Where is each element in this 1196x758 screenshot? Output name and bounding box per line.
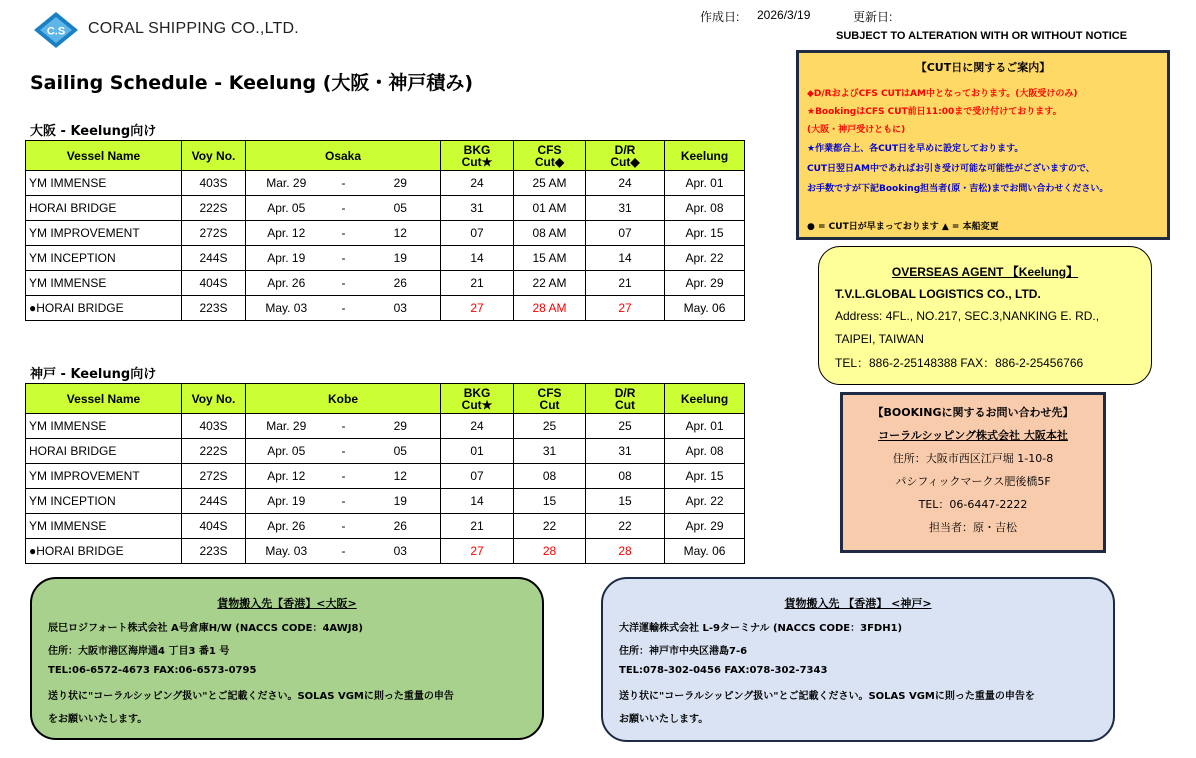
bkg-cut-label: Cut★ — [461, 397, 493, 412]
cargo-osaka-line: をお願いいたします。 — [48, 714, 148, 725]
cut-info-line: ★作業都合上、各CUT日を早めに設定しております。 — [807, 144, 1024, 154]
cell-port-to-date: 03 — [361, 296, 441, 321]
cell-port-from-date: Mar. 29 — [246, 171, 327, 196]
booking-contact-box — [840, 392, 1106, 553]
table-row — [26, 539, 745, 564]
bkg-label: BKG — [463, 385, 491, 400]
cell-bkg-cut: 07 — [441, 464, 514, 489]
cell-port-from-date: Apr. 19 — [246, 246, 327, 271]
table-row — [26, 221, 745, 246]
table-header-row — [26, 141, 745, 171]
cell-keelung-arrival: May. 06 — [665, 296, 745, 321]
cell-voy-no: 404S — [182, 514, 246, 539]
cell-dr-cut: 31 — [586, 196, 665, 221]
col-keelung: Keelung — [665, 384, 745, 414]
cut-info-title: 【CUT日に関するご案内】 — [915, 61, 1051, 74]
cargo-kobe-line: 大洋運輸株式会社 L-9ターミナル (NACCS CODE：3FDH1) — [619, 623, 903, 634]
cell-vessel-name: YM IMMENSE — [26, 271, 182, 296]
col-port-osaka: Osaka — [246, 141, 441, 171]
osaka-schedule-table — [25, 140, 745, 321]
cell-dr-cut: 08 — [586, 464, 665, 489]
cut-legend: ● = CUT日が早まっております ▲ = 本船変更 — [807, 222, 999, 232]
cell-vessel-name: YM IMMENSE — [26, 171, 182, 196]
col-cfs-cut — [514, 384, 586, 414]
cell-keelung-arrival: Apr. 29 — [665, 514, 745, 539]
cell-vessel-name: ●HORAI BRIDGE — [26, 296, 182, 321]
cell-keelung-arrival: Apr. 01 — [665, 414, 745, 439]
cargo-osaka-line: 住所：大阪市港区海岸通4 丁目3 番1 号 — [48, 646, 230, 657]
created-date: 2026/3/19 — [757, 8, 811, 22]
cfs-label: CFS — [537, 142, 562, 157]
cargo-kobe-title: 貨物搬入先 【香港】 <神戸> — [784, 597, 932, 610]
cell-bkg-cut: 27 — [441, 539, 514, 564]
cell-cfs-cut: 31 — [514, 439, 586, 464]
cell-port-from-date: Apr. 05 — [246, 439, 327, 464]
cargo-osaka-title: 貨物搬入先【香港】<大阪> — [217, 597, 357, 610]
bkg-cut-label: Cut★ — [461, 154, 493, 169]
cell-cfs-cut: 15 — [514, 489, 586, 514]
agent-address-city: TAIPEI, TAIWAN — [835, 332, 924, 346]
cell-date-separator: - — [327, 439, 361, 464]
osaka-section-title: 大阪 - Keelung向け — [30, 124, 157, 139]
col-dr-cut — [586, 141, 665, 171]
cell-port-to-date: 29 — [361, 171, 441, 196]
cell-voy-no: 223S — [182, 539, 246, 564]
cell-cfs-cut: 28 AM — [514, 296, 586, 321]
table-row — [26, 514, 745, 539]
cell-keelung-arrival: Apr. 01 — [665, 171, 745, 196]
cell-bkg-cut: 24 — [441, 414, 514, 439]
cell-keelung-arrival: Apr. 15 — [665, 221, 745, 246]
cell-vessel-name: HORAI BRIDGE — [26, 439, 182, 464]
cell-date-separator: - — [327, 196, 361, 221]
table-row — [26, 171, 745, 196]
cell-keelung-arrival: May. 06 — [665, 539, 745, 564]
cell-dr-cut: 21 — [586, 271, 665, 296]
cell-port-from-date: Apr. 12 — [246, 221, 327, 246]
cell-port-to-date: 03 — [361, 539, 441, 564]
cell-port-from-date: Apr. 26 — [246, 514, 327, 539]
cell-keelung-arrival: Apr. 22 — [665, 246, 745, 271]
kobe-schedule-table — [25, 383, 745, 564]
cell-port-from-date: Apr. 12 — [246, 464, 327, 489]
cell-cfs-cut: 01 AM — [514, 196, 586, 221]
cell-dr-cut: 28 — [586, 539, 665, 564]
cell-cfs-cut: 28 — [514, 539, 586, 564]
cell-dr-cut: 15 — [586, 489, 665, 514]
cut-info-line: お手数ですが下記Booking担当者(原・吉松)までお問い合わせください。 — [807, 184, 1109, 194]
overseas-agent-box — [818, 246, 1152, 385]
cut-info-line: ◆D/RおよびCFS CUTはAM中となっております。(大阪受けのみ) — [807, 89, 1078, 99]
cell-bkg-cut: 27 — [441, 296, 514, 321]
cell-bkg-cut: 24 — [441, 171, 514, 196]
cell-vessel-name: YM IMMENSE — [26, 414, 182, 439]
table-row — [26, 246, 745, 271]
cell-date-separator: - — [327, 221, 361, 246]
table-row — [26, 196, 745, 221]
booking-staff: 担当者：原・吉松 — [929, 521, 1017, 534]
cell-keelung-arrival: Apr. 08 — [665, 196, 745, 221]
cell-port-to-date: 19 — [361, 489, 441, 514]
cell-keelung-arrival: Apr. 22 — [665, 489, 745, 514]
cell-date-separator: - — [327, 414, 361, 439]
cell-dr-cut: 07 — [586, 221, 665, 246]
cell-voy-no: 222S — [182, 439, 246, 464]
cell-cfs-cut: 22 AM — [514, 271, 586, 296]
cfs-label: CFS — [537, 385, 562, 400]
col-voy-no: Voy No. — [182, 141, 246, 171]
col-bkg-cut — [441, 384, 514, 414]
cell-bkg-cut: 21 — [441, 514, 514, 539]
cell-port-to-date: 26 — [361, 271, 441, 296]
agent-name: T.V.L.GLOBAL LOGISTICS CO., LTD. — [835, 287, 1041, 301]
cell-date-separator: - — [327, 271, 361, 296]
cargo-delivery-osaka-box — [30, 577, 544, 740]
cell-dr-cut: 25 — [586, 414, 665, 439]
col-port-kobe: Kobe — [246, 384, 441, 414]
booking-phone: TEL：06-6447-2222 — [918, 498, 1028, 511]
col-cfs-cut — [514, 141, 586, 171]
col-dr-cut — [586, 384, 665, 414]
dr-label: D/R — [614, 385, 636, 400]
cell-keelung-arrival: Apr. 29 — [665, 271, 745, 296]
dr-label: D/R — [614, 142, 636, 157]
cell-date-separator: - — [327, 464, 361, 489]
created-label: 作成日: — [700, 10, 740, 24]
table-row — [26, 489, 745, 514]
cell-voy-no: 403S — [182, 414, 246, 439]
agent-phone: TEL：886-2-25148388 FAX：886-2-25456766 — [835, 356, 1084, 370]
cell-port-to-date: 26 — [361, 514, 441, 539]
cell-keelung-arrival: Apr. 08 — [665, 439, 745, 464]
table-row — [26, 296, 745, 321]
cut-info-line: ★BookingはCFS CUT前日11:00まで受け付けております。 — [807, 107, 1062, 117]
cell-port-to-date: 12 — [361, 464, 441, 489]
cell-voy-no: 272S — [182, 464, 246, 489]
cut-info-line: (大阪・神戸受けともに) — [807, 125, 906, 135]
col-vessel-name: Vessel Name — [26, 384, 182, 414]
booking-company: コーラルシッピング株式会社 大阪本社 — [878, 429, 1068, 442]
cell-vessel-name: YM IMMENSE — [26, 514, 182, 539]
cargo-delivery-kobe-box — [601, 577, 1115, 742]
page-title: Sailing Schedule - Keelung (大阪・神戸積み) — [30, 72, 474, 94]
cell-port-from-date: Apr. 19 — [246, 489, 327, 514]
cell-vessel-name: ●HORAI BRIDGE — [26, 539, 182, 564]
cell-bkg-cut: 07 — [441, 221, 514, 246]
cell-cfs-cut: 08 AM — [514, 221, 586, 246]
updated-label: 更新日: — [853, 10, 893, 24]
logo-text: C.S — [46, 25, 66, 38]
cfs-cut-label: Cut — [539, 397, 560, 412]
cargo-kobe-line: TEL:078-302-0456 FAX:078-302-7343 — [619, 665, 828, 676]
cargo-osaka-line: 辰巳ロジフォート株式会社 A号倉庫H/W (NACCS CODE：4AWJ8) — [48, 623, 363, 634]
cell-date-separator: - — [327, 171, 361, 196]
cell-port-to-date: 05 — [361, 439, 441, 464]
dr-cut-label: Cut — [615, 397, 636, 412]
table-row — [26, 439, 745, 464]
cell-voy-no: 244S — [182, 489, 246, 514]
cell-date-separator: - — [327, 514, 361, 539]
cell-date-separator: - — [327, 246, 361, 271]
cell-date-separator: - — [327, 296, 361, 321]
cell-voy-no: 244S — [182, 246, 246, 271]
col-voy-no: Voy No. — [182, 384, 246, 414]
cell-port-from-date: Apr. 26 — [246, 271, 327, 296]
col-keelung: Keelung — [665, 141, 745, 171]
cargo-kobe-line: お願いいたします。 — [619, 714, 709, 725]
cell-bkg-cut: 01 — [441, 439, 514, 464]
cell-vessel-name: YM IMPROVEMENT — [26, 464, 182, 489]
cell-port-from-date: May. 03 — [246, 539, 327, 564]
cell-cfs-cut: 22 — [514, 514, 586, 539]
cell-voy-no: 272S — [182, 221, 246, 246]
cell-bkg-cut: 21 — [441, 271, 514, 296]
company-name: CORAL SHIPPING CO.,LTD. — [88, 20, 299, 37]
cell-voy-no: 404S — [182, 271, 246, 296]
booking-building: パシフィックマークス肥後橋5F — [895, 475, 1051, 488]
cell-port-to-date: 05 — [361, 196, 441, 221]
cell-date-separator: - — [327, 489, 361, 514]
cell-port-from-date: Mar. 29 — [246, 414, 327, 439]
cell-cfs-cut: 25 — [514, 414, 586, 439]
cell-port-to-date: 12 — [361, 221, 441, 246]
cell-dr-cut: 27 — [586, 296, 665, 321]
table-row — [26, 271, 745, 296]
cell-cfs-cut: 08 — [514, 464, 586, 489]
cell-dr-cut: 22 — [586, 514, 665, 539]
col-vessel-name: Vessel Name — [26, 141, 182, 171]
cell-voy-no: 222S — [182, 196, 246, 221]
cell-bkg-cut: 31 — [441, 196, 514, 221]
cell-bkg-cut: 14 — [441, 246, 514, 271]
kobe-section-title: 神戸 - Keelung向け — [30, 367, 157, 382]
cell-port-from-date: May. 03 — [246, 296, 327, 321]
agent-address: Address: 4FL., NO.217, SEC.3,NANKING E. RD., — [835, 309, 1100, 323]
cell-bkg-cut: 14 — [441, 489, 514, 514]
cell-dr-cut: 14 — [586, 246, 665, 271]
cargo-osaka-line: TEL:06-6572-4673 FAX:06-6573-0795 — [48, 665, 257, 676]
table-row — [26, 414, 745, 439]
cell-voy-no: 223S — [182, 296, 246, 321]
coral-shipping-logo-icon — [32, 10, 80, 50]
booking-address: 住所：大阪市西区江戸堀 1-10-8 — [892, 452, 1054, 465]
cell-cfs-cut: 25 AM — [514, 171, 586, 196]
cell-vessel-name: YM INCEPTION — [26, 489, 182, 514]
dr-cut-label: Cut◆ — [610, 154, 640, 169]
cell-dr-cut: 24 — [586, 171, 665, 196]
bkg-label: BKG — [463, 142, 491, 157]
cell-voy-no: 403S — [182, 171, 246, 196]
cell-vessel-name: HORAI BRIDGE — [26, 196, 182, 221]
table-header-row — [26, 384, 745, 414]
agent-title: OVERSEAS AGENT 【Keelung】 — [891, 265, 1079, 279]
cell-port-from-date: Apr. 05 — [246, 196, 327, 221]
cell-dr-cut: 31 — [586, 439, 665, 464]
cargo-kobe-line: 送り状に"コーラルシッピング扱い"とご記載ください。SOLAS VGMに則った重量の申告を — [619, 691, 1035, 702]
cut-info-box — [796, 50, 1170, 240]
cut-info-line: CUT日翌日AM中であればお引き受け可能な可能性がございますので、 — [807, 164, 1095, 174]
table-row — [26, 464, 745, 489]
cell-vessel-name: YM IMPROVEMENT — [26, 221, 182, 246]
cell-port-to-date: 19 — [361, 246, 441, 271]
cargo-osaka-line: 送り状に"コーラルシッピング扱い"とご記載ください。SOLAS VGMに則った重量の申告 — [48, 691, 454, 702]
alteration-notice: SUBJECT TO ALTERATION WITH OR WITHOUT NOTICE — [836, 30, 1128, 42]
cell-keelung-arrival: Apr. 15 — [665, 464, 745, 489]
col-bkg-cut — [441, 141, 514, 171]
cell-port-to-date: 29 — [361, 414, 441, 439]
cell-date-separator: - — [327, 539, 361, 564]
cell-vessel-name: YM INCEPTION — [26, 246, 182, 271]
cell-cfs-cut: 15 AM — [514, 246, 586, 271]
cfs-cut-label: Cut◆ — [534, 154, 565, 169]
booking-title: 【BOOKINGに関するお問い合わせ先】 — [872, 406, 1074, 419]
cargo-kobe-line: 住所：神戸市中央区港島7-6 — [619, 646, 748, 657]
